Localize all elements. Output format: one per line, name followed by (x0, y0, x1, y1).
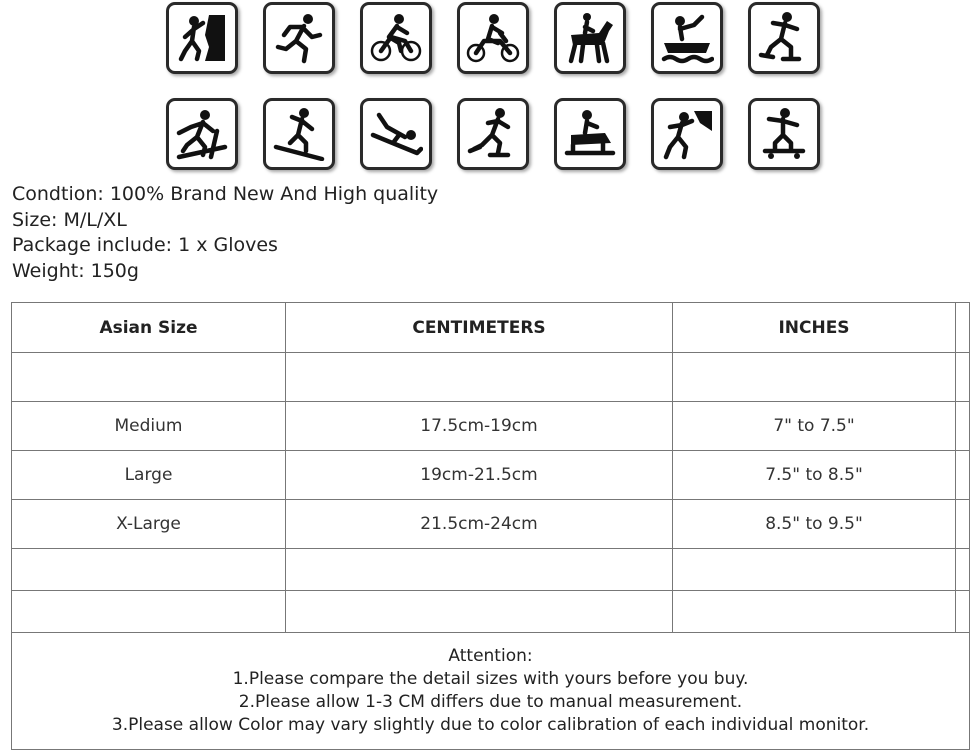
table-cell: 7" to 7.5" (673, 402, 956, 451)
attention-notes (12, 633, 970, 750)
table-cell: 7.5" to 8.5" (673, 451, 956, 500)
table-row (12, 591, 970, 633)
table-row (12, 402, 970, 451)
snowmobile-icon (554, 98, 626, 170)
header-inches: INCHES (673, 303, 956, 353)
header-asian-size: Asian Size (12, 303, 286, 353)
table-cell (286, 353, 673, 402)
ice-skating-icon (457, 98, 529, 170)
table-cell (673, 353, 956, 402)
table-cell-spacer (956, 303, 970, 353)
sledding-icon (360, 98, 432, 170)
table-cell (12, 353, 286, 402)
product-specs (12, 182, 438, 284)
size-chart-table (11, 302, 970, 750)
table-cell-spacer (956, 549, 970, 591)
table-cell (673, 549, 956, 591)
activity-icons-row-2 (0, 96, 980, 176)
attention-note-2: 2.Please allow 1-3 CM differs due to manual measurement. (238, 692, 743, 712)
spec-package: Package include: 1 x Gloves (12, 234, 278, 256)
caving-icon (651, 98, 723, 170)
table-cell: Large (12, 451, 286, 500)
motorcycling-icon (457, 2, 529, 74)
table-row (12, 451, 970, 500)
spec-condition: Condtion: 100% Brand New And High quality (12, 183, 439, 205)
attention-row (12, 633, 970, 750)
rafting-icon (651, 2, 723, 74)
attention-title: Attention: (448, 646, 533, 666)
header-centimeters: CENTIMETERS (286, 303, 673, 353)
table-cell: X-Large (12, 500, 286, 549)
table-cell (12, 591, 286, 633)
table-cell-spacer (956, 500, 970, 549)
snowboarding-icon (263, 98, 335, 170)
attention-note-1: 1.Please compare the detail sizes with yours before you buy. (232, 669, 749, 689)
attention-note-3: 3.Please allow Color may vary slightly due to color calibration of each individual monitor. (111, 715, 870, 735)
table-cell: Medium (12, 402, 286, 451)
table-cell-spacer (956, 353, 970, 402)
table-row (12, 549, 970, 591)
table-cell (286, 591, 673, 633)
activity-icons-row-1 (0, 0, 980, 80)
skateboarding-icon (748, 98, 820, 170)
table-cell: 8.5" to 9.5" (673, 500, 956, 549)
spec-weight: Weight: 150g (12, 259, 139, 282)
spec-size: Size: M/L/XL (12, 208, 127, 231)
table-cell-spacer (956, 591, 970, 633)
cycling-icon (360, 2, 432, 74)
cross-country-skiing-icon (166, 98, 238, 170)
table-cell (286, 549, 673, 591)
inline-skating-icon (748, 2, 820, 74)
table-header-row (12, 303, 970, 353)
table-cell: 19cm-21.5cm (286, 451, 673, 500)
table-cell: 17.5cm-19cm (286, 402, 673, 451)
table-row (12, 500, 970, 549)
table-cell: 21.5cm-24cm (286, 500, 673, 549)
table-cell-spacer (956, 402, 970, 451)
table-cell (12, 549, 286, 591)
table-cell-spacer (956, 451, 970, 500)
horse-riding-icon (554, 2, 626, 74)
table-cell (673, 591, 956, 633)
rock-climbing-icon (166, 2, 238, 74)
table-row (12, 353, 970, 402)
running-icon (263, 2, 335, 74)
